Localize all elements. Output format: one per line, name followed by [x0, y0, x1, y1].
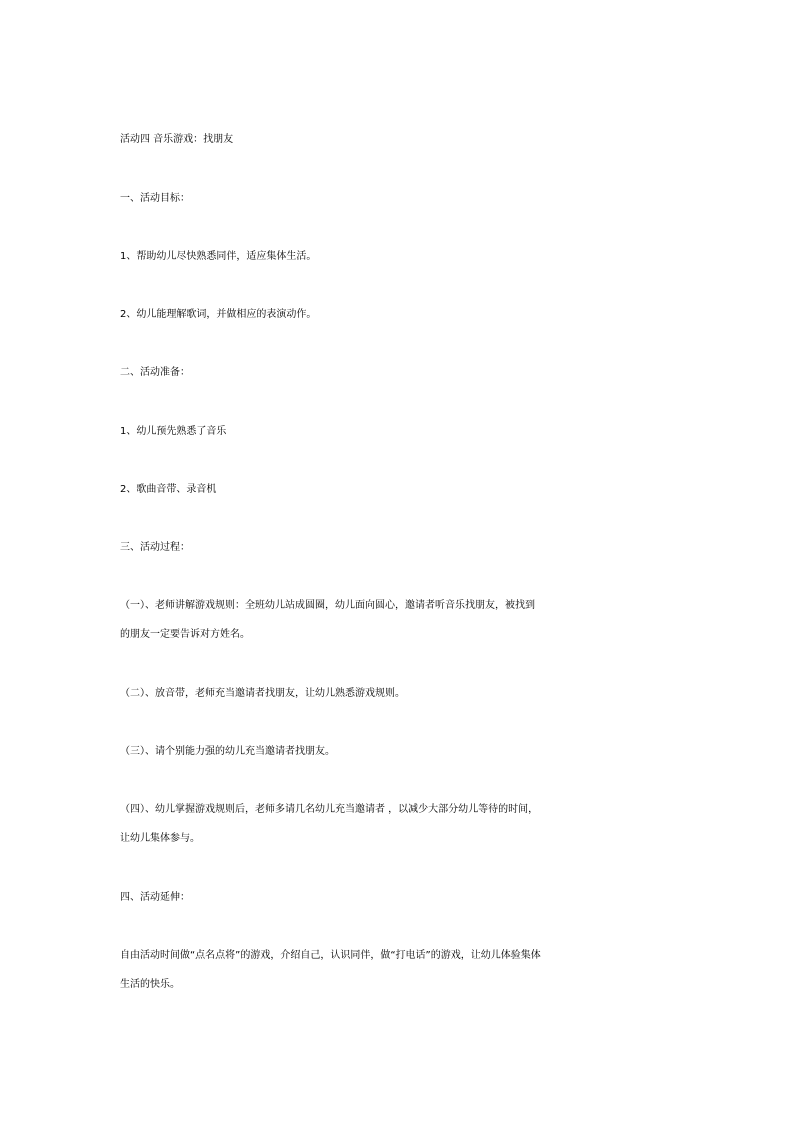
process-step-line: （二）、放音带，老师充当邀请者找朋友，让幼儿熟悉游戏规则。: [120, 688, 405, 699]
process-step-line: （一）、老师讲解游戏规则：全班幼儿站成圆圈，幼儿面向圆心，邀请者听音乐找朋友，被找到: [120, 600, 535, 611]
process-step-line: （四）、幼儿掌握游戏规则后，老师多请几名幼儿充当邀请者 ，以减少大部分幼儿等待的时间，: [120, 804, 539, 815]
process-step-line: 的朋友一定要告诉对方姓名。: [120, 629, 250, 640]
document-title: 活动四 音乐游戏：找朋友: [120, 134, 234, 145]
preparation-item: 2、歌曲音带、录音机: [120, 484, 217, 495]
process-step-line: （三）、请个别能力强的幼儿充当邀请者找朋友。: [120, 746, 335, 757]
process-step-line: 让幼儿集体参与。: [120, 833, 200, 844]
extension-text-line: 自由活动时间做“点名点将”的游戏，介绍自己，认识同伴，做“打电话”的游戏，让幼儿体验集体: [120, 950, 541, 961]
goal-item: 2、幼儿能理解歌词，并做相应的表演动作。: [120, 309, 317, 320]
section-heading-preparation: 二、活动准备：: [120, 367, 190, 378]
goal-item: 1、帮助幼儿尽快熟悉同伴，适应集体生活。: [120, 251, 317, 262]
section-heading-extension: 四、活动延伸：: [120, 892, 190, 903]
extension-text-line: 生活的快乐。: [120, 979, 180, 990]
section-heading-process: 三、活动过程：: [120, 542, 190, 553]
section-heading-goals: 一、活动目标：: [120, 193, 190, 204]
preparation-item: 1、幼儿预先熟悉了音乐: [120, 426, 227, 437]
